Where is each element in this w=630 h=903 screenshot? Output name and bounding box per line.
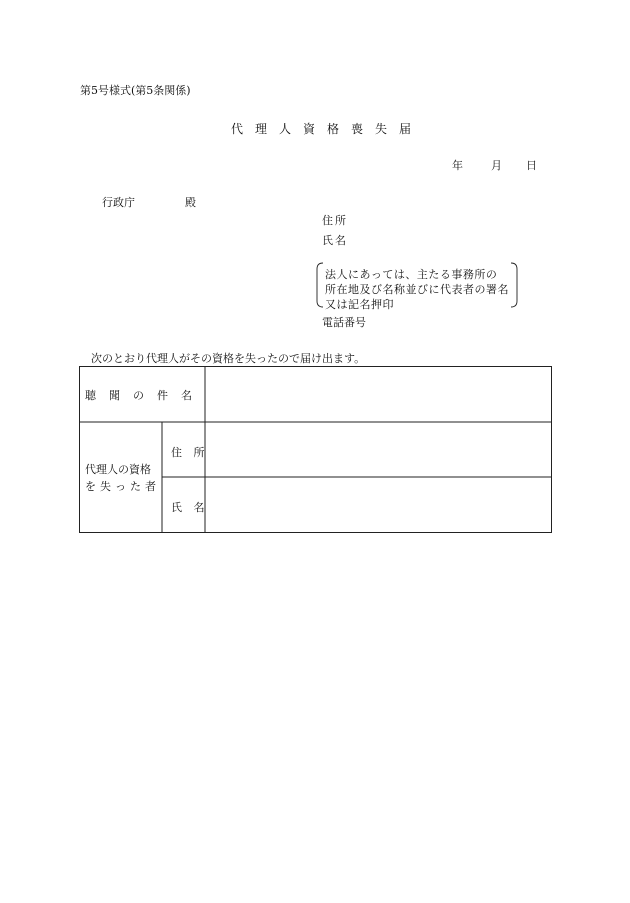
former-agent-label: 代理人の資格	[85, 463, 151, 476]
former-agent-name-label: 氏 名	[171, 501, 209, 514]
intro-text: 次のとおり代理人がその資格を失ったので届け出ます。	[91, 352, 366, 365]
form-table	[79, 366, 552, 533]
hearing-case-label: 聴聞の件名	[85, 389, 205, 402]
form-number: 第5号様式(第5条関係)	[80, 84, 191, 97]
corporate-note-line: 又は記名押印	[325, 298, 394, 311]
hearing-case-field[interactable]	[213, 387, 543, 403]
phone-label: 電話番号	[322, 316, 366, 329]
applicant-address-label: 住所	[322, 214, 348, 227]
date-day-label: 日	[526, 159, 537, 172]
former-agent-label: を失った者	[85, 480, 160, 493]
document-title: 代理人資格喪失届	[230, 122, 423, 136]
addressee-honorific: 殿	[185, 196, 196, 209]
corporate-note-line: 法人にあっては、主たる事務所の	[325, 268, 498, 281]
former-agent-address-field[interactable]	[213, 444, 543, 460]
former-agent-address-label: 住 所	[171, 446, 209, 459]
addressee: 行政庁	[102, 196, 135, 209]
date-year-label: 年	[452, 159, 463, 172]
date-month-label: 月	[491, 159, 502, 172]
applicant-name-label: 氏名	[322, 234, 348, 247]
former-agent-name-field[interactable]	[213, 499, 543, 515]
corporate-note-line: 所在地及び名称並びに代表者の署名	[325, 283, 509, 296]
